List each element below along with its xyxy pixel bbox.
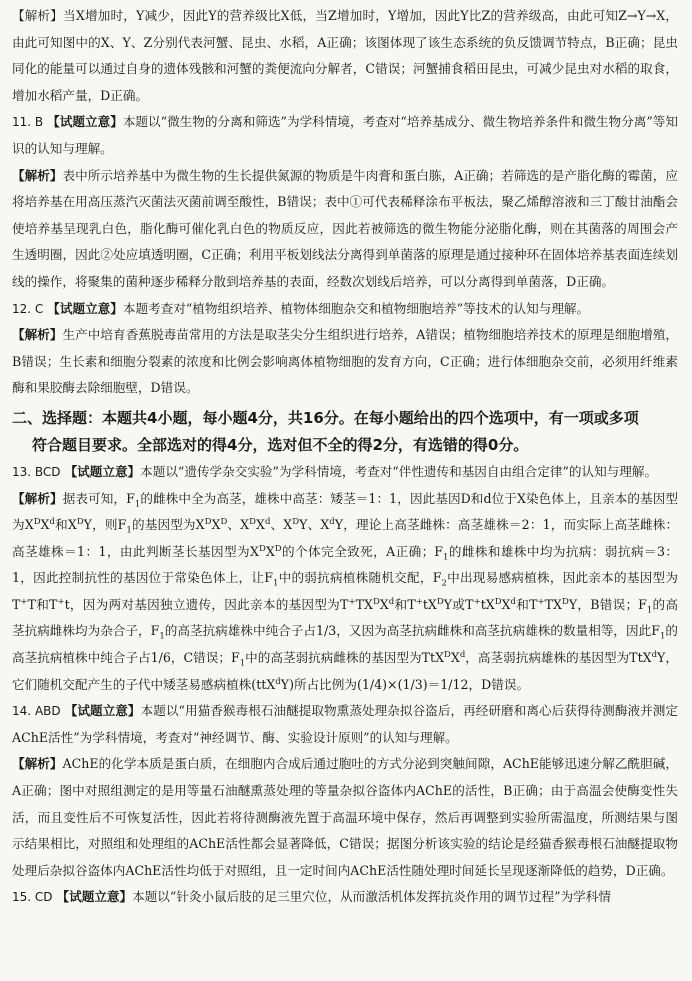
q13-text: Y)所占比例为(1/4)×(1/3)＝1/12，D错误。 bbox=[280, 676, 530, 692]
q14-number: 14. ABD bbox=[12, 704, 61, 719]
q13-symbol: X bbox=[450, 650, 460, 666]
superscript: D bbox=[259, 543, 266, 554]
superscript: d bbox=[275, 676, 281, 687]
q13-purpose-tag: 【试题立意】 bbox=[64, 463, 141, 479]
superscript: d bbox=[329, 516, 335, 527]
paragraph-q10-analysis bbox=[12, 3, 678, 109]
q13-text: tX bbox=[480, 596, 495, 612]
section-2-heading bbox=[12, 405, 678, 459]
q13-text: Y，它们随机交配产生的子代中矮茎易感病植株(ttX bbox=[12, 650, 678, 692]
subscript: 1 bbox=[272, 578, 279, 589]
q13-text: Y，则F bbox=[83, 517, 127, 533]
q13-text: Y，理论上高茎雌株：高茎雄株＝2：1，而实际上高茎雌株：高茎雄株＝1：1，由此判断茎长基因型为X bbox=[12, 517, 679, 559]
q13-text: TX bbox=[355, 596, 373, 612]
q13-text: 中出现易感病植株，因此亲本的基因型为T bbox=[12, 570, 678, 612]
q11-purpose-tag: 【试题立意】 bbox=[47, 114, 123, 130]
q13-symbol: X bbox=[501, 596, 511, 612]
q13-analysis-tag: 【解析】 bbox=[12, 490, 63, 506]
q13-text: 的基因型为X bbox=[131, 517, 205, 533]
q12-purpose-tag: 【试题立意】 bbox=[47, 300, 123, 316]
q13-symbol: X bbox=[255, 517, 265, 533]
q13-text: Y，B错误；F bbox=[568, 596, 647, 612]
q12-number: 12. C bbox=[12, 301, 44, 316]
q13-symbol: X bbox=[379, 596, 389, 612]
question-11 bbox=[12, 109, 678, 162]
q14-analysis-tag: 【解析】 bbox=[12, 756, 63, 772]
superscript: + bbox=[537, 596, 545, 607]
superscript: d bbox=[264, 516, 271, 527]
q12-analysis-tag: 【解析】 bbox=[12, 327, 63, 343]
q13-symbol: X bbox=[211, 517, 221, 533]
q13-analysis bbox=[12, 486, 678, 699]
q13-text: 的高茎抗病雄株中纯合子占1/3，又因为高茎抗病雌株和高茎抗病雄株的数量相等，因此F bbox=[164, 623, 660, 639]
q13-text: 、X bbox=[270, 517, 293, 533]
subscript: 1 bbox=[442, 552, 449, 563]
q13-text: Y或T bbox=[443, 596, 474, 612]
q13-text: 的雌株和雄株中均为抗病：弱抗病＝3：1，因此控制抗性的基因位于常染色体上，让F bbox=[12, 543, 678, 586]
superscript: D bbox=[204, 516, 212, 527]
question-13 bbox=[12, 459, 678, 486]
subscript: 1 bbox=[646, 605, 653, 616]
q13-text: t，因为两对基因独立遗传，因此亲本的基因型为T bbox=[64, 596, 349, 612]
superscript: + bbox=[57, 596, 65, 607]
superscript: d bbox=[651, 649, 658, 660]
superscript: + bbox=[348, 596, 356, 607]
subscript: 1 bbox=[126, 525, 132, 536]
subscript: 1 bbox=[159, 631, 165, 642]
superscript: d bbox=[49, 516, 55, 527]
superscript: D bbox=[292, 516, 300, 527]
q13-text: 、X bbox=[227, 517, 250, 533]
subscript: 2 bbox=[441, 578, 447, 589]
q13-symbol: X bbox=[40, 517, 50, 533]
q13-text: TX bbox=[544, 596, 562, 612]
q12-purpose-text: 本题考查对“植物组织培养、植物体细胞杂交和植物细胞培养”等技术的认知与理解。 bbox=[122, 300, 590, 316]
q11-analysis-text: 表中所示培养基中为微生物的生长提供氮源的物质是牛肉膏和蛋白胨，A正确；若筛选的是产脂化酶的霉菌，应将培养基在用高压蒸汽灭菌法灭菌前调至酸性，B错误；表中①可代表稀释涂布平板法，聚乙烯醇溶液和三丁酸甘油酯会使培养基呈现乳白色，脂化酶可催化乳白色的物质反应，因此若被筛选的微生物能分泌脂化酶，则在其菌落的周围会产生透明圈，因此②处应填透明圈，C正确；利用平板划线法分离得到单菌落的原理是通过接种环在固体培养基表面连续划线的操作，将聚集的菌种逐步稀释分散到培养基的表面，经数次划线后培养，可以分离得到单菌落，D正确。 bbox=[12, 167, 678, 289]
section-2-line-1: 二、选择题：本题共4小题，每小题4分，共16分。在每小题给出的四个选项中，有一项或多项 bbox=[12, 408, 639, 427]
q13-text: 和X bbox=[54, 517, 77, 533]
q12-analysis bbox=[12, 322, 678, 402]
subscript: 1 bbox=[134, 499, 141, 510]
paragraph-q10-text: 【解析】当X增加时，Y减少，因此Y的营养级比X低，当Z增加时，Y增加，因此Y比Z的营养级高，由此可知Z→Y→X，由此可知图中的X、Y、Z分别代表河蟹、昆虫、水稻，A正确；该图体现了该生态系统的负反馈调节特点，B正确；昆虫同化的能量可以通过自身的遗体残骸和河蟹的粪便流向分解者，C错误；河蟹捕食稻田昆虫，可减少昆虫对水稻的取食，增加水稻产量，D正确。 bbox=[12, 8, 678, 103]
q13-text: ，高茎弱抗病雄株的基因型为TtX bbox=[465, 650, 652, 666]
q11-number: 11. B bbox=[12, 115, 44, 130]
q14-purpose-text: 本题以“用猫香猴毒根石油醚提取物熏蒸处理杂拟谷盗后，再经研磨和离心后获得待测酶液并测定AChE活性”为学科情境，考查对“神经调节、酶、实验设计原则”的认知与理解。 bbox=[12, 703, 678, 745]
section-2-line-2: 符合题目要求。全部选对的得4分，选对但不全的得2分，有选错的得0分。 bbox=[32, 435, 529, 454]
superscript: D bbox=[220, 516, 228, 527]
q13-text: 据表可知，F bbox=[62, 490, 135, 506]
q15-purpose-tag: 【试题立意】 bbox=[56, 889, 133, 905]
q14-purpose-tag: 【试题立意】 bbox=[64, 703, 141, 719]
q13-text: T和T bbox=[27, 596, 58, 612]
question-14 bbox=[12, 698, 678, 751]
q13-purpose-text: 本题以“遗传学杂交实验”为学科情境，考查对“伴性遗传和基因自由组合定律”的认知与理解。 bbox=[140, 463, 658, 479]
superscript: D bbox=[444, 649, 451, 660]
q13-text: 和T bbox=[394, 596, 416, 612]
q13-text: 中的高茎弱抗病雌株的基因型为TtX bbox=[245, 650, 445, 666]
superscript: D bbox=[436, 596, 444, 607]
question-12 bbox=[12, 296, 678, 323]
superscript: D bbox=[33, 516, 41, 527]
superscript: D bbox=[372, 596, 380, 607]
q14-analysis bbox=[12, 751, 678, 884]
q13-text: tX bbox=[422, 596, 437, 612]
superscript: D bbox=[249, 516, 256, 527]
q13-text: 的雌株中全为高茎，雄株中高茎：矮茎＝1：1，因此基因D和d位于X染色体上，且亲本的基因型为X bbox=[12, 490, 679, 533]
q13-text: 的高茎抗病雌株均为杂合子，F bbox=[12, 596, 679, 639]
subscript: 1 bbox=[239, 658, 246, 669]
superscript: d bbox=[388, 596, 395, 607]
q11-analysis bbox=[12, 163, 678, 296]
question-15 bbox=[12, 884, 678, 911]
superscript: d bbox=[510, 596, 516, 607]
superscript: + bbox=[415, 596, 423, 607]
superscript: d bbox=[459, 649, 466, 660]
q13-text: 和T bbox=[515, 596, 538, 612]
q15-number: 15. CD bbox=[12, 890, 53, 905]
q14-analysis-text: AChE的化学本质是蛋白质，在细胞内合成后通过胞吐的方式分泌到突触间隙，AChE能够迅速分解乙酰胆碱，A正确；图中对照组测定的是用等量石油醚熏蒸处理的等量杂拟谷盗体内AChE的活性，B正确；由于高温会使酶变性失活，而且变性后不可恢复活性，因此若将待测酶液先置于高温环境中保存，然后再调整到实验所需温度，所测结果与图示结果相比，对照组和处理组的AChE活性都会显著降低，C错误；据图分析该实验的结论是经猫香猴毒根石油醚提取物处理后杂拟谷盗体内AChE活性均低于对照组，且一定时间内AChE活性随处理时间延长呈现逐渐降低的趋势，D正确。 bbox=[12, 756, 678, 878]
q11-analysis-tag: 【解析】 bbox=[12, 167, 63, 183]
superscript: + bbox=[473, 596, 481, 607]
q12-analysis-text: 生产中培育香蕉脱毒苗常用的方法是取茎尖分生组织进行培养，A错误；植物细胞培养技术的原理是细胞增殖，B错误；生长素和细胞分裂素的浓度和比例会影响离体植物细胞的发育方向，C正确；进行体细胞杂交前，必须用纤维素酶和果胶酶去除细胞壁，D错误。 bbox=[12, 327, 678, 396]
q13-text: 的高茎抗病植株中纯合子占1/6，C错误；F bbox=[12, 623, 678, 666]
q15-purpose-text: 本题以“针灸小鼠后肢的足三里穴位，从而激活机体发挥抗炎作用的调节过程”为学科情 bbox=[132, 889, 611, 905]
q13-text: Y、X bbox=[299, 517, 330, 533]
superscript: D bbox=[562, 596, 569, 607]
q13-number: 13. BCD bbox=[12, 464, 61, 479]
superscript: D bbox=[494, 596, 502, 607]
subscript: 1 bbox=[659, 631, 666, 642]
superscript: + bbox=[20, 596, 28, 607]
superscript: D bbox=[274, 543, 282, 554]
q13-text: 的个体完全致死，A正确；F bbox=[281, 543, 443, 559]
superscript: D bbox=[76, 516, 84, 527]
q13-symbol: X bbox=[265, 543, 275, 559]
q11-purpose-text: 本题以“微生物的分离和筛选”为学科情境，考查对“培养基成分、微生物培养条件和微生物分离”等知识的认知与理解。 bbox=[12, 114, 678, 156]
q13-text: 中的弱抗病植株随机交配，F bbox=[278, 570, 442, 586]
